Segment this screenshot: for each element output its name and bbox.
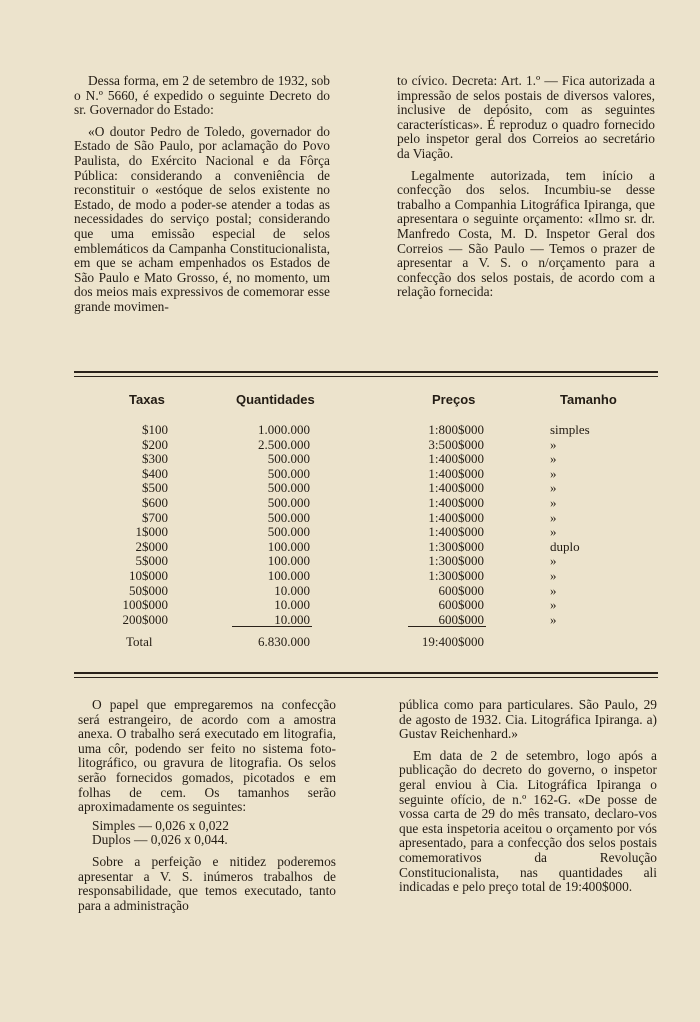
table-row [74, 553, 658, 568]
cell-tamanho: » [550, 494, 557, 510]
cell-preco: 1:300$000 [428, 567, 484, 583]
cell-tamanho: » [550, 465, 557, 481]
dimensions-list [92, 819, 336, 848]
header-taxas: Taxas [129, 392, 165, 407]
table-row [74, 451, 658, 466]
cell-taxa: $400 [142, 465, 168, 481]
paragraph: pública como para particulares. São Paulo, 29 de agosto de 1932. Cia. Litográfica Ipiranga. a) Gustav Reichenhard.» [399, 697, 657, 742]
table-row [74, 597, 658, 612]
table-row [74, 524, 658, 539]
table-row [74, 480, 658, 495]
header-tamanho: Tamanho [560, 392, 617, 407]
cell-taxa: 200$000 [122, 611, 168, 627]
cell-tamanho: » [550, 567, 557, 583]
cell-tamanho: » [550, 480, 557, 496]
total-label: Total [126, 634, 153, 650]
total-preco: 19:400$000 [421, 634, 484, 650]
cell-taxa: 2$000 [135, 538, 168, 554]
cell-taxa: $200 [142, 436, 168, 452]
table-bottom-rule [74, 672, 658, 674]
table-row [74, 437, 658, 452]
cell-preco: 1:800$000 [428, 422, 484, 437]
text-column-right-top [397, 74, 655, 307]
cell-quantidade: 500.000 [267, 509, 310, 525]
cell-tamanho: » [550, 553, 557, 569]
cell-tamanho: » [550, 436, 557, 452]
table-row [74, 539, 658, 554]
table-row [74, 466, 658, 481]
table-row [74, 510, 658, 525]
cell-preco: 1:400$000 [428, 494, 484, 510]
cell-taxa: 10$000 [129, 567, 168, 583]
paragraph: Sobre a perfeição e nitidez poderemos apresentar a V. S. inúmeros trabalhos de responsabilidade, que temos executado, tanto para a administração [78, 853, 336, 913]
cell-quantidade: 500.000 [267, 480, 310, 496]
dimension-duplos: Duplos — 0,026 x 0,044. [92, 832, 228, 848]
cell-quantidade: 10.000 [274, 582, 310, 598]
cell-tamanho: duplo [550, 538, 580, 554]
cell-quantidade: 500.000 [267, 494, 310, 510]
header-precos: Preços [432, 392, 476, 407]
cell-quantidade: 500.000 [267, 451, 310, 467]
cell-taxa: 50$000 [129, 582, 168, 598]
cell-tamanho: » [550, 611, 557, 627]
cell-quantidade: 10.000 [274, 597, 310, 613]
table-row [74, 495, 658, 510]
cell-tamanho: simples [550, 422, 590, 437]
cell-preco: 1:400$000 [428, 524, 484, 540]
cell-taxa: 1$000 [135, 524, 168, 540]
cell-quantidade: 1.000.000 [258, 422, 310, 437]
cell-tamanho: » [550, 597, 557, 613]
cell-tamanho: » [550, 524, 557, 540]
cell-quantidade: 500.000 [267, 524, 310, 540]
cell-preco: 600$000 [438, 611, 484, 627]
paragraph: Em data de 2 de setembro, logo após a publicação do decreto do governo, o inspetor geral enviou à Cia. Litográfica Ipiranga o seguinte ofício, de n.º 162-G. «De posse de vossa carta de 29 do mês transato, declaro-vos que esta inspetoria aceitou o orçamento por vós apresentado, para a confecção dos selos postais comemorativos da Revolução Constitucionalista, nas quantidades ali indicadas e pelo preço total de 19:400$000. [399, 747, 657, 895]
table-top-rule [74, 371, 658, 373]
cell-preco: 1:400$000 [428, 480, 484, 496]
cell-preco: 1:400$000 [428, 451, 484, 467]
cell-preco: 1:300$000 [428, 553, 484, 569]
cell-taxa: 100$000 [122, 597, 168, 613]
cell-preco: 600$000 [438, 582, 484, 598]
total-rule-quantidade [232, 626, 312, 627]
cell-quantidade: 100.000 [267, 567, 310, 583]
cell-taxa: $100 [142, 422, 168, 437]
cell-taxa: $300 [142, 451, 168, 467]
cell-tamanho: » [550, 582, 557, 598]
cell-tamanho: » [550, 451, 557, 467]
table-row [74, 612, 658, 627]
table-row [74, 422, 658, 437]
cell-taxa: $700 [142, 509, 168, 525]
cell-preco: 1:300$000 [428, 538, 484, 554]
table-total-row [74, 626, 658, 656]
paragraph: Dessa forma, em 2 de setembro de 1932, sob o N.º 5660, é expedido o seguinte Decreto do sr. Governador do Estado: [74, 73, 330, 118]
cell-taxa: $500 [142, 480, 168, 496]
cell-quantidade: 100.000 [267, 538, 310, 554]
total-rule-preco [408, 626, 486, 627]
cell-quantidade: 10.000 [274, 611, 310, 627]
cell-preco: 1:400$000 [428, 465, 484, 481]
total-quantidade: 6.830.000 [258, 634, 310, 650]
price-table [74, 384, 658, 656]
paragraph: to cívico. Decreta: Art. 1.º — Fica autorizada a impressão de selos postais de diversos valores, inclusive de depósito, com as seguintes características». É reproduz o quadro fornecido pelo inspetor geral dos Correios ao secretário da Viação. [397, 73, 655, 161]
cell-tamanho: » [550, 509, 557, 525]
paragraph: Legalmente autorizada, tem início a confecção dos selos. Incumbiu-se desse trabalho a Companhia Litográfica Ipiranga, que apresentara o seguinte orçamento: «Ilmo sr. dr. Manfredo Costa, M. D. Inspetor Geral dos Correios — São Paulo — Temos o prazer de apresentar a V. S. o n/orçamento para a confecção dos selos postais, de acordo com a relação fornecida: [397, 167, 655, 300]
dimension-simples: Simples — 0,026 x 0,022 [92, 817, 229, 833]
table-top-rule-thin [74, 376, 658, 377]
paragraph: «O doutor Pedro de Toledo, governador do Estado de São Paulo, por aclamação do Povo Paulista, do Exército Nacional e da Fôrça Pública: considerando a conveniência de reconstituir o «estóque de selos existente no Estado, de modo a poder-se atender a todas as necessidades do serviço postal; considerando que uma emissão especial de selos emblemáticos da Campanha Constitucionalista, em que se acham empenhados os Estados de São Paulo e Mato Grosso, é, no momento, um dos meios mais expressivos de comemorar esse grande movimen- [74, 123, 330, 314]
table-bottom-rule-thin [74, 677, 658, 678]
text-column-right-bottom [399, 698, 657, 902]
cell-preco: 3:500$000 [428, 436, 484, 452]
table-header [74, 384, 658, 422]
table-body [74, 422, 658, 626]
cell-taxa: $600 [142, 494, 168, 510]
table-row [74, 583, 658, 598]
cell-preco: 600$000 [438, 597, 484, 613]
paragraph: O papel que empregaremos na confecção será estrangeiro, de acordo com a amostra anexa. O trabalho será executado em litografia, uma côr, podendo ser feito no sistema foto-litográfico, ou gravura de litografia. Os selos serão fornecidos gomados, picotados e em folhas de cem. Os tamanhos serão aproximadamente os seguintes: [78, 697, 336, 815]
cell-quantidade: 2.500.000 [258, 436, 310, 452]
cell-quantidade: 100.000 [267, 553, 310, 569]
cell-quantidade: 500.000 [267, 465, 310, 481]
cell-preco: 1:400$000 [428, 509, 484, 525]
header-quantidades: Quantidades [236, 392, 315, 407]
text-column-left-bottom [78, 698, 336, 920]
cell-taxa: 5$000 [135, 553, 168, 569]
table-row [74, 568, 658, 583]
text-column-left-top [74, 74, 330, 322]
